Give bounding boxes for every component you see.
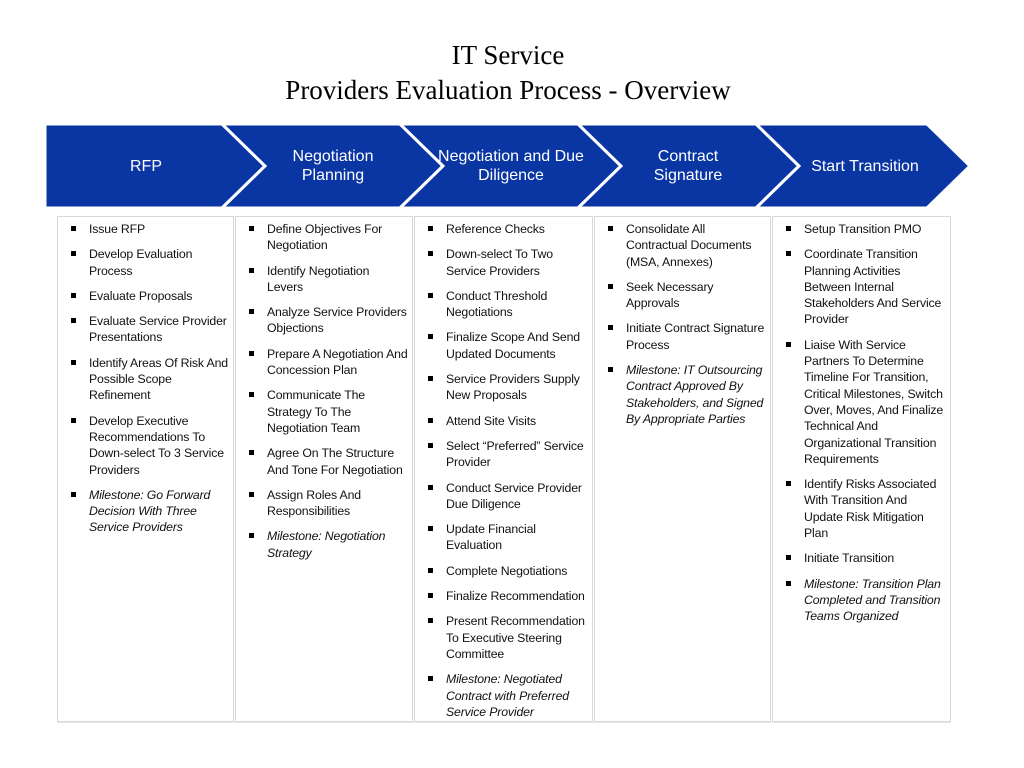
bullet-icon	[428, 293, 433, 298]
task-item	[415, 413, 592, 429]
task-text: Seek Necessary Approvals	[626, 279, 714, 311]
milestone-item	[236, 528, 412, 561]
task-text: Service Providers Supply New Proposals	[446, 372, 580, 403]
bullet-icon	[71, 418, 76, 423]
stage-column-3	[414, 216, 593, 722]
task-item	[415, 246, 592, 279]
task-text: Develop Evaluation Process	[89, 247, 193, 278]
task-list	[415, 221, 592, 720]
task-item	[58, 413, 233, 478]
task-item	[773, 550, 950, 566]
stage-label-3: Negotiation and Due Diligence	[438, 148, 584, 184]
bottom-divider	[57, 722, 951, 723]
task-item	[236, 387, 412, 436]
task-text: Issue RFP	[89, 222, 146, 236]
task-item	[415, 438, 592, 471]
task-text: Identify Negotiation Levers	[267, 263, 370, 294]
bullet-icon	[249, 450, 254, 455]
task-item	[236, 445, 412, 478]
task-item	[773, 246, 950, 327]
task-text: Present Recommendation To Executive Steering Committee	[446, 614, 585, 661]
milestone-text: Milestone: Negotiation Strategy	[267, 529, 386, 560]
bullet-icon	[428, 568, 433, 573]
stage-column-5	[772, 216, 951, 722]
task-item	[773, 476, 950, 541]
task-text: Agree On The Structure And Tone For Negotiation	[267, 446, 403, 477]
page-title	[0, 38, 1016, 108]
task-text: Initiate Transition	[804, 551, 895, 566]
task-item	[595, 221, 770, 270]
task-item	[58, 355, 233, 404]
milestone-item	[58, 487, 233, 536]
task-text: Communicate The Strategy To The Negotiation Team	[267, 388, 365, 435]
milestone-text: Milestone: IT Outsourcing Contract Approved By Stakeholders, and Signed By Appropriate Parties	[626, 363, 764, 426]
bullet-icon	[71, 226, 76, 231]
bullet-icon	[71, 360, 76, 365]
bullet-icon	[786, 555, 791, 560]
task-text: Analyze Service Providers Objections	[267, 305, 407, 336]
task-item	[415, 288, 592, 321]
task-text: Prepare A Negotiation And Concession Plan	[267, 346, 408, 378]
stage-column-2	[235, 216, 413, 722]
task-text: Attend Site Visits	[446, 413, 537, 428]
bullet-icon	[428, 376, 433, 381]
bullet-icon	[428, 618, 433, 623]
task-text: Reference Checks	[446, 222, 545, 236]
bullet-icon	[428, 526, 433, 531]
bullet-icon	[608, 226, 613, 231]
bullet-icon	[249, 351, 254, 356]
task-item	[236, 221, 412, 254]
task-text: Down-select To Two Service Providers	[446, 247, 553, 278]
task-item	[415, 521, 592, 554]
milestone-item	[595, 362, 770, 427]
bullet-icon	[786, 342, 791, 347]
task-item	[415, 563, 592, 579]
milestone-text: Milestone: Go Forward Decision With Three Service Providers	[89, 487, 211, 535]
task-item	[236, 346, 412, 379]
task-text: Evaluate Proposals	[89, 288, 193, 303]
bullet-icon	[428, 418, 433, 423]
task-text: Select “Preferred” Service Provider	[446, 438, 584, 470]
task-item	[595, 279, 770, 312]
task-item	[58, 221, 233, 237]
bullet-icon	[249, 533, 254, 538]
bullet-icon	[71, 492, 76, 497]
task-list	[595, 221, 770, 427]
task-text: Finalize Scope And Send Updated Documents	[446, 330, 580, 361]
stage-column-4	[594, 216, 771, 722]
task-item	[415, 480, 592, 513]
bullet-icon	[71, 251, 76, 256]
bullet-icon	[249, 492, 254, 497]
task-item	[236, 304, 412, 337]
bullet-icon	[428, 593, 433, 598]
task-item	[415, 329, 592, 362]
task-text: Identify Areas Of Risk And Possible Scope Refinement	[89, 355, 228, 403]
bullet-icon	[608, 284, 613, 289]
task-text: Identify Risks Associated With Transition And Update Risk Mitigation Plan	[804, 477, 937, 541]
bullet-icon	[249, 392, 254, 397]
bullet-icon	[786, 581, 791, 586]
task-text: Develop Executive Recommendations To Down-select To 3 Service Providers	[89, 413, 224, 477]
task-text: Conduct Service Provider Due Diligence	[446, 480, 582, 511]
bullet-icon	[428, 251, 433, 256]
task-text: Setup Transition PMO	[804, 222, 922, 236]
bullet-icon	[428, 226, 433, 231]
task-item	[58, 313, 233, 346]
task-item	[773, 221, 950, 237]
task-text: Evaluate Service Provider Presentations	[89, 314, 227, 345]
bullet-icon	[249, 268, 254, 273]
task-text: Define Objectives For Negotiation	[267, 222, 383, 253]
stage-label-4: Contract Signature	[653, 148, 723, 184]
bullet-icon	[608, 367, 613, 372]
task-text: Complete Negotiations	[446, 563, 568, 578]
stage-label-2: Negotiation Planning	[292, 148, 374, 184]
task-list	[773, 221, 950, 625]
bullet-icon	[71, 293, 76, 298]
bullet-icon	[428, 485, 433, 490]
milestone-text: Milestone: Transition Plan Completed and Transition Teams Organized	[804, 576, 941, 624]
task-item	[415, 371, 592, 404]
milestone-item	[773, 576, 950, 625]
task-text: Consolidate All Contractual Documents (MSA, Annexes)	[626, 222, 752, 269]
bullet-icon	[786, 481, 791, 486]
task-item	[415, 613, 592, 662]
stage-label-5: Start Transition	[811, 157, 919, 175]
title-line-2: Providers Evaluation Process - Overview	[285, 75, 731, 105]
milestone-text: Milestone: Negotiated Contract with Preferred Service Provider	[446, 672, 569, 719]
stage-column-1	[57, 216, 234, 722]
task-text: Initiate Contract Signature Process	[626, 321, 765, 352]
task-list	[58, 221, 233, 536]
task-item	[58, 246, 233, 279]
bullet-icon	[608, 325, 613, 330]
task-text: Assign Roles And Responsibilities	[267, 487, 361, 519]
task-text: Conduct Threshold Negotiations	[446, 288, 548, 320]
task-item	[236, 487, 412, 520]
task-item	[58, 288, 233, 304]
task-list	[236, 221, 412, 561]
task-item	[236, 263, 412, 296]
task-item	[415, 588, 592, 604]
title-line-1: IT Service	[451, 40, 565, 70]
task-text: Coordinate Transition Planning Activities Between Internal Stakeholders And Service Provider	[804, 247, 942, 327]
stage-label-1: RFP	[130, 157, 162, 175]
task-item	[415, 221, 592, 237]
bullet-icon	[786, 251, 791, 256]
task-text: Update Financial Evaluation	[446, 522, 536, 553]
bullet-icon	[428, 676, 433, 681]
bullet-icon	[428, 334, 433, 339]
bullet-icon	[249, 309, 254, 314]
bullet-icon	[428, 443, 433, 448]
task-text: Finalize Recommendation	[446, 589, 585, 604]
bullet-icon	[71, 318, 76, 323]
milestone-item	[415, 671, 592, 720]
bullet-icon	[249, 226, 254, 231]
bullet-icon	[786, 226, 791, 231]
task-text: Liaise With Service Partners To Determine Timeline For Transition, Critical Milestones, Switch Over, Moves, And Finalize Technical And Organizational Transition Requirements	[804, 337, 944, 466]
task-item	[773, 337, 950, 467]
task-item	[595, 320, 770, 353]
